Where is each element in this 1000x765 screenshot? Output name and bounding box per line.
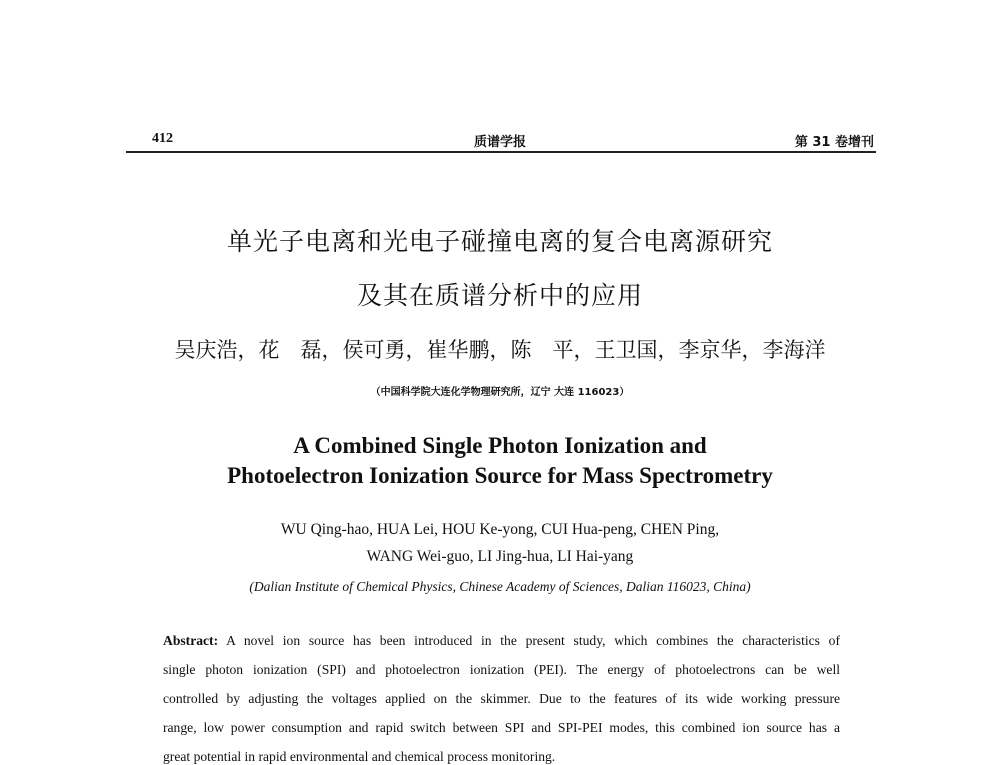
english-authors-line2: WANG Wei-guo, LI Jing-hua, LI Hai-yang xyxy=(366,548,634,565)
header-rule xyxy=(126,151,876,153)
chinese-authors: 吴庆浩，花 磊，侯可勇，崔华鹏，陈 平，王卫国，李京华，李海洋 xyxy=(174,338,826,362)
volume-info: 第 31 卷增刊 xyxy=(794,135,874,150)
journal-name: 质谱学报 xyxy=(473,135,526,150)
abstract-line: range, low power consumption and rapid switch between SPI and SPI-PEI modes, this combined ion source has a xyxy=(163,720,840,735)
page-number: 412 xyxy=(152,131,173,146)
abstract-line: great potential in rapid environmental and chemical process monitoring. xyxy=(163,749,556,764)
chinese-affiliation: （中国科学院大连化学物理研究所，辽宁 大连 116023） xyxy=(370,387,630,398)
english-affiliation: (Dalian Institute of Chemical Physics, Chinese Academy of Sciences, Dalian 116023, China) xyxy=(249,579,751,594)
abstract-line xyxy=(163,633,840,649)
english-authors-line1: WU Qing-hao, HUA Lei, HOU Ke-yong, CUI Hua-peng, CHEN Ping, xyxy=(280,521,720,538)
abstract-line: single photon ionization (SPI) and photoelectron ionization (PEI). The energy of photoelectrons can be well xyxy=(163,662,840,677)
abstract-line: controlled by adjusting the voltages applied on the skimmer. Due to the features of its wide working pressure xyxy=(163,691,840,706)
english-title-line1: A Combined Single Photon Ionization and xyxy=(293,433,707,458)
chinese-title-line2: 及其在质谱分析中的应用 xyxy=(356,281,643,310)
abstract-text: A novel ion source has been introduced in the present study, which combines the characteristics of xyxy=(226,633,840,648)
chinese-title-line1: 单光子电离和光电子碰撞电离的复合电离源研究 xyxy=(226,227,773,256)
english-title-line2: Photoelectron Ionization Source for Mass Spectrometry xyxy=(227,463,773,488)
abstract-label: Abstract: xyxy=(163,633,219,648)
